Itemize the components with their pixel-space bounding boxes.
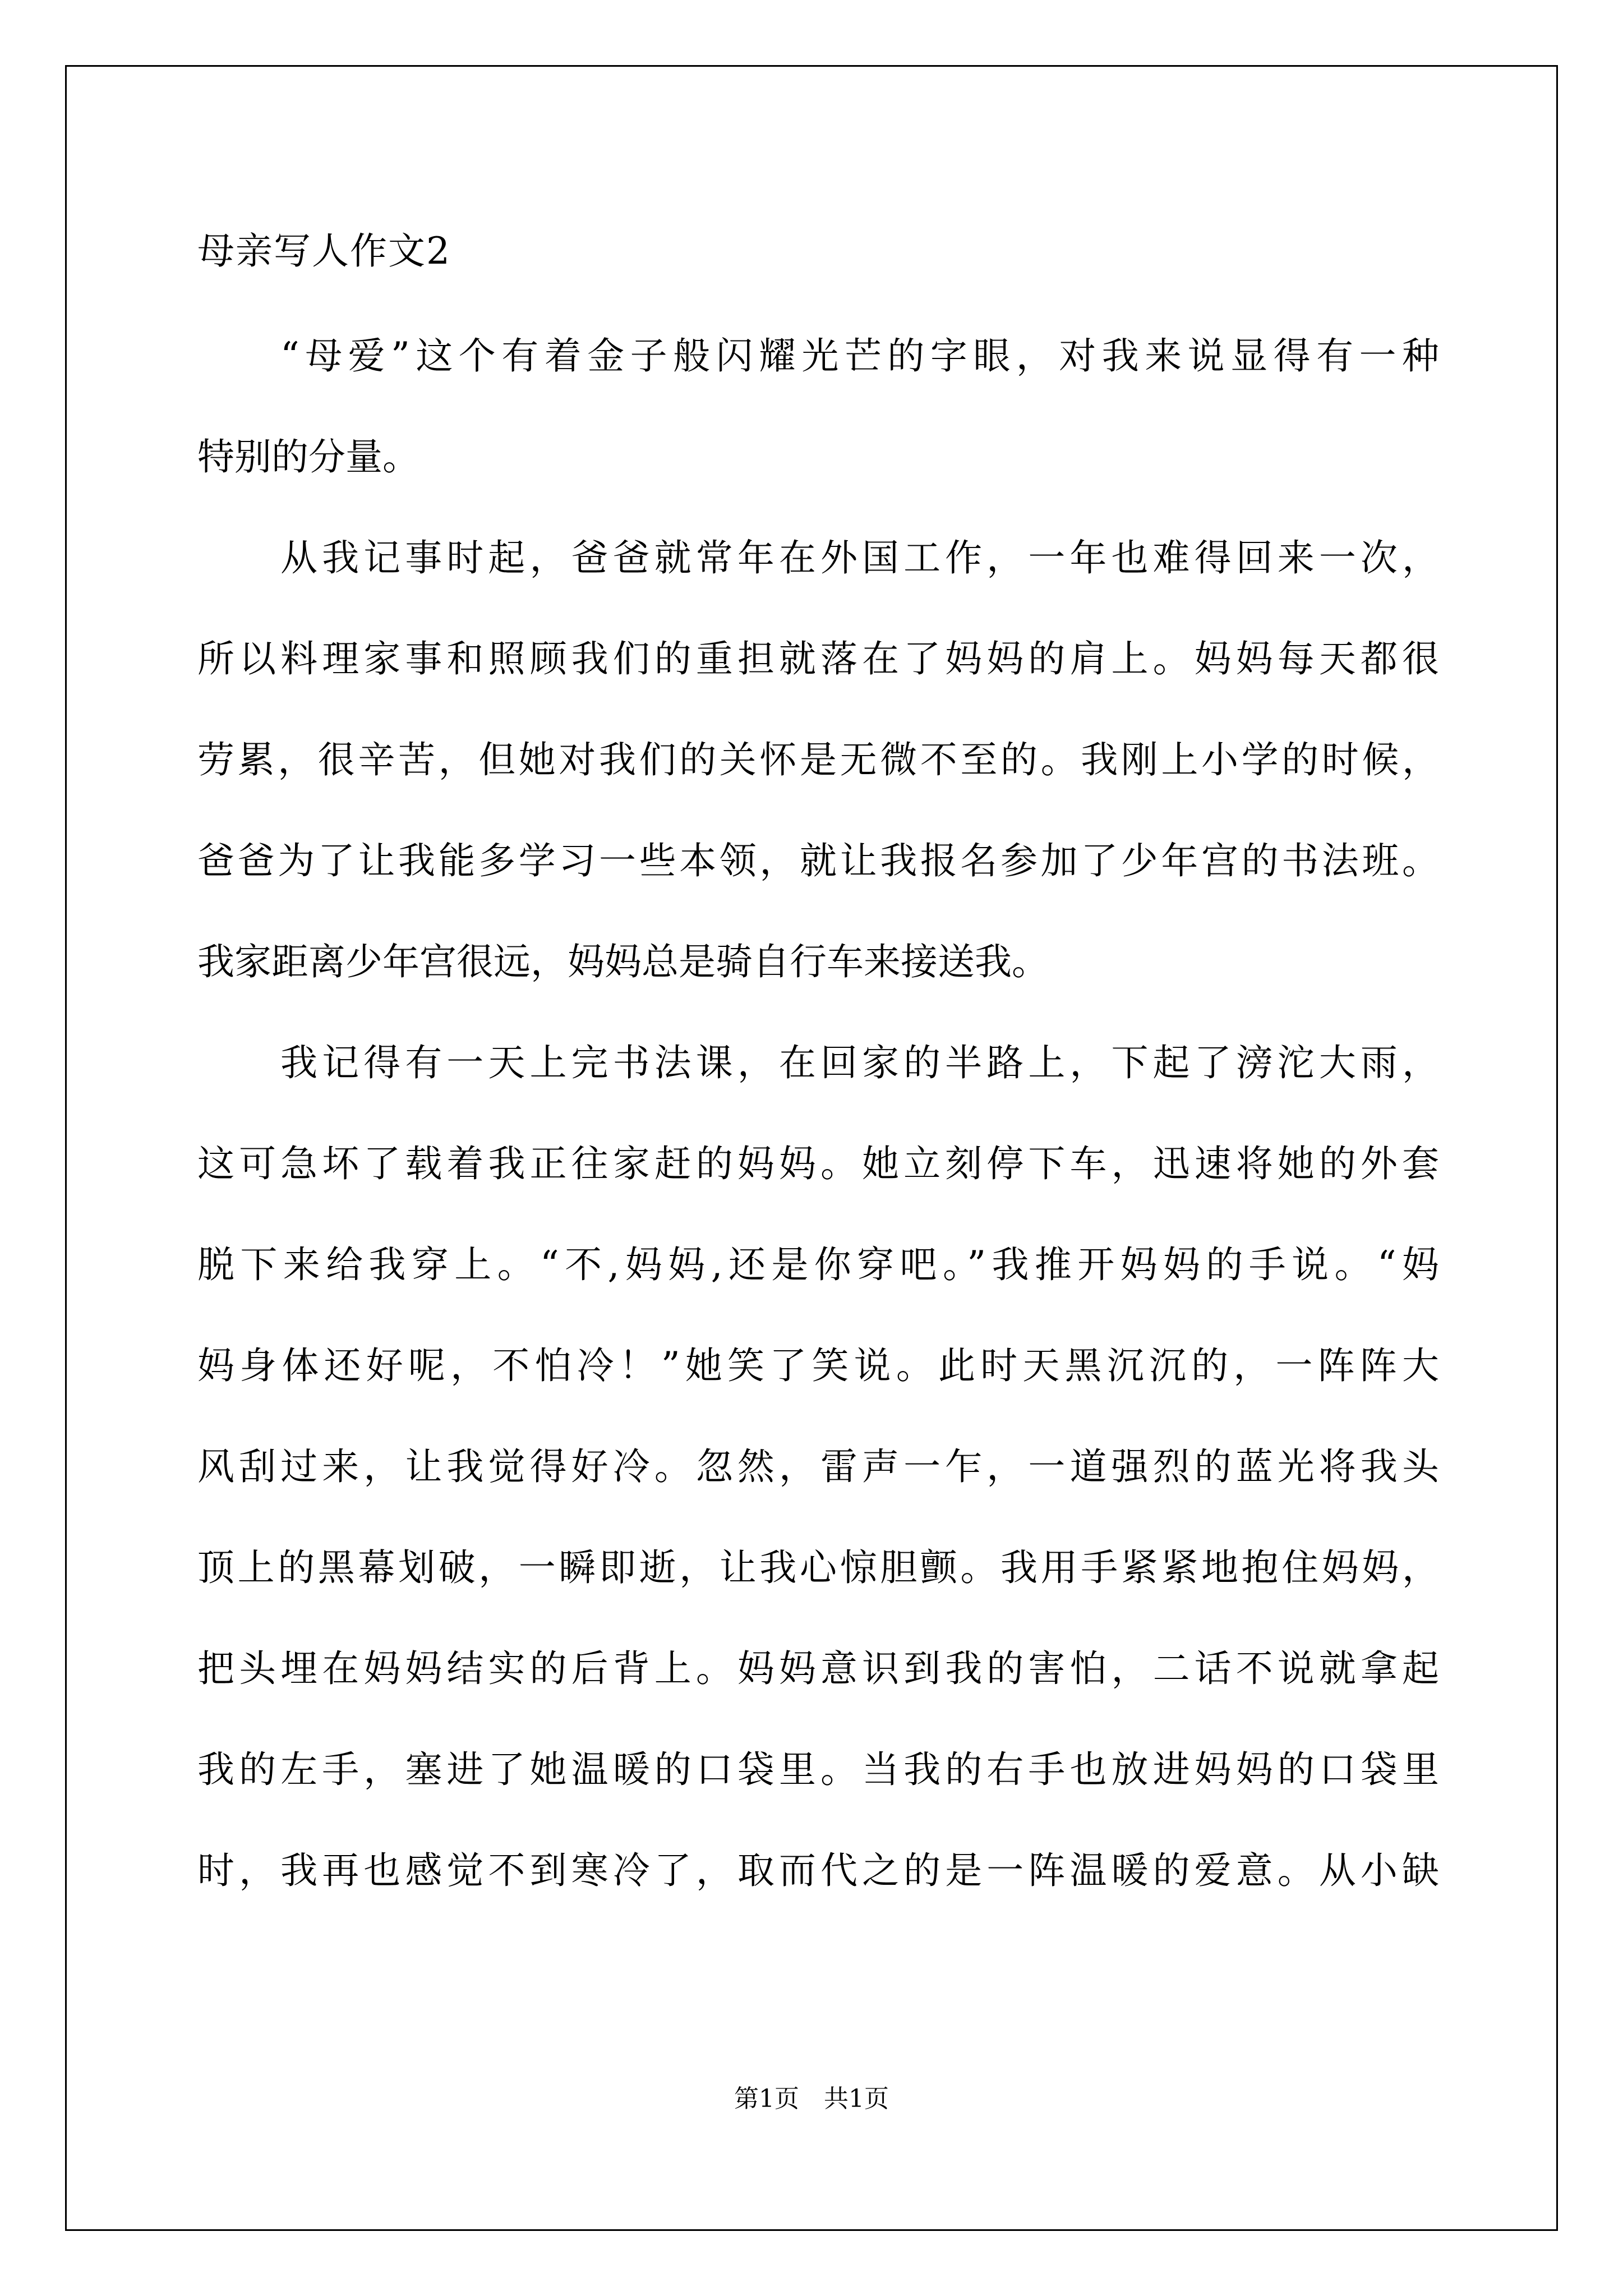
paragraph-line: 所以料理家事和照顾我们的重担就落在了妈妈的肩上。妈妈每天都很 [197,637,1439,680]
paragraph-line: 把头埋在妈妈结实的后背上。妈妈意识到我的害怕，二话不说就拿起 [197,1647,1439,1690]
paragraph-line: 风刮过来，让我觉得好冷。忽然，雷声一乍，一道强烈的蓝光将我头 [197,1445,1439,1488]
paragraph-line: 时，我再也感觉不到寒冷了，取而代之的是一阵温暖的爱意。从小缺 [197,1849,1439,1892]
document-title: 母亲写人作文2 [197,229,451,273]
paragraph-line: 顶上的黑幕划破，一瞬即逝，让我心惊胆颤。我用手紧紧地抱住妈妈， [197,1546,1439,1589]
paragraph-line: 劳累，很辛苦，但她对我们的关怀是无微不至的。我刚上小学的时候， [197,738,1439,781]
paragraph-line: 爸爸为了让我能多学习一些本领，就让我报名参加了少年宫的书法班。 [197,839,1439,882]
paragraph-line: 从我记事时起，爸爸就常年在外国工作，一年也难得回来一次， [280,536,1439,579]
paragraph-line: 妈身体还好呢，不怕冷！”她笑了笑说。此时天黑沉沉的，一阵阵大 [197,1344,1439,1387]
paragraph-line: “母爱”这个有着金子般闪耀光芒的字眼，对我来说显得有一种 [280,334,1439,378]
paragraph-line: 我的左手，塞进了她温暖的口袋里。当我的右手也放进妈妈的口袋里 [197,1748,1439,1791]
paragraph-line: 脱下来给我穿上。“不,妈妈,还是你穿吧。”我推开妈妈的手说。“妈 [197,1243,1439,1286]
paragraph-line: 这可急坏了载着我正往家赶的妈妈。她立刻停下车，迅速将她的外套 [197,1142,1439,1185]
paragraph-line: 我家距离少年宫很远，妈妈总是骑自行车来接送我。 [197,940,1049,983]
paragraph-line: 特别的分量。 [197,435,419,478]
page-footer: 第1页 共1页 [734,2085,889,2113]
paragraph-line: 我记得有一天上完书法课，在回家的半路上，下起了滂沱大雨， [280,1041,1439,1084]
